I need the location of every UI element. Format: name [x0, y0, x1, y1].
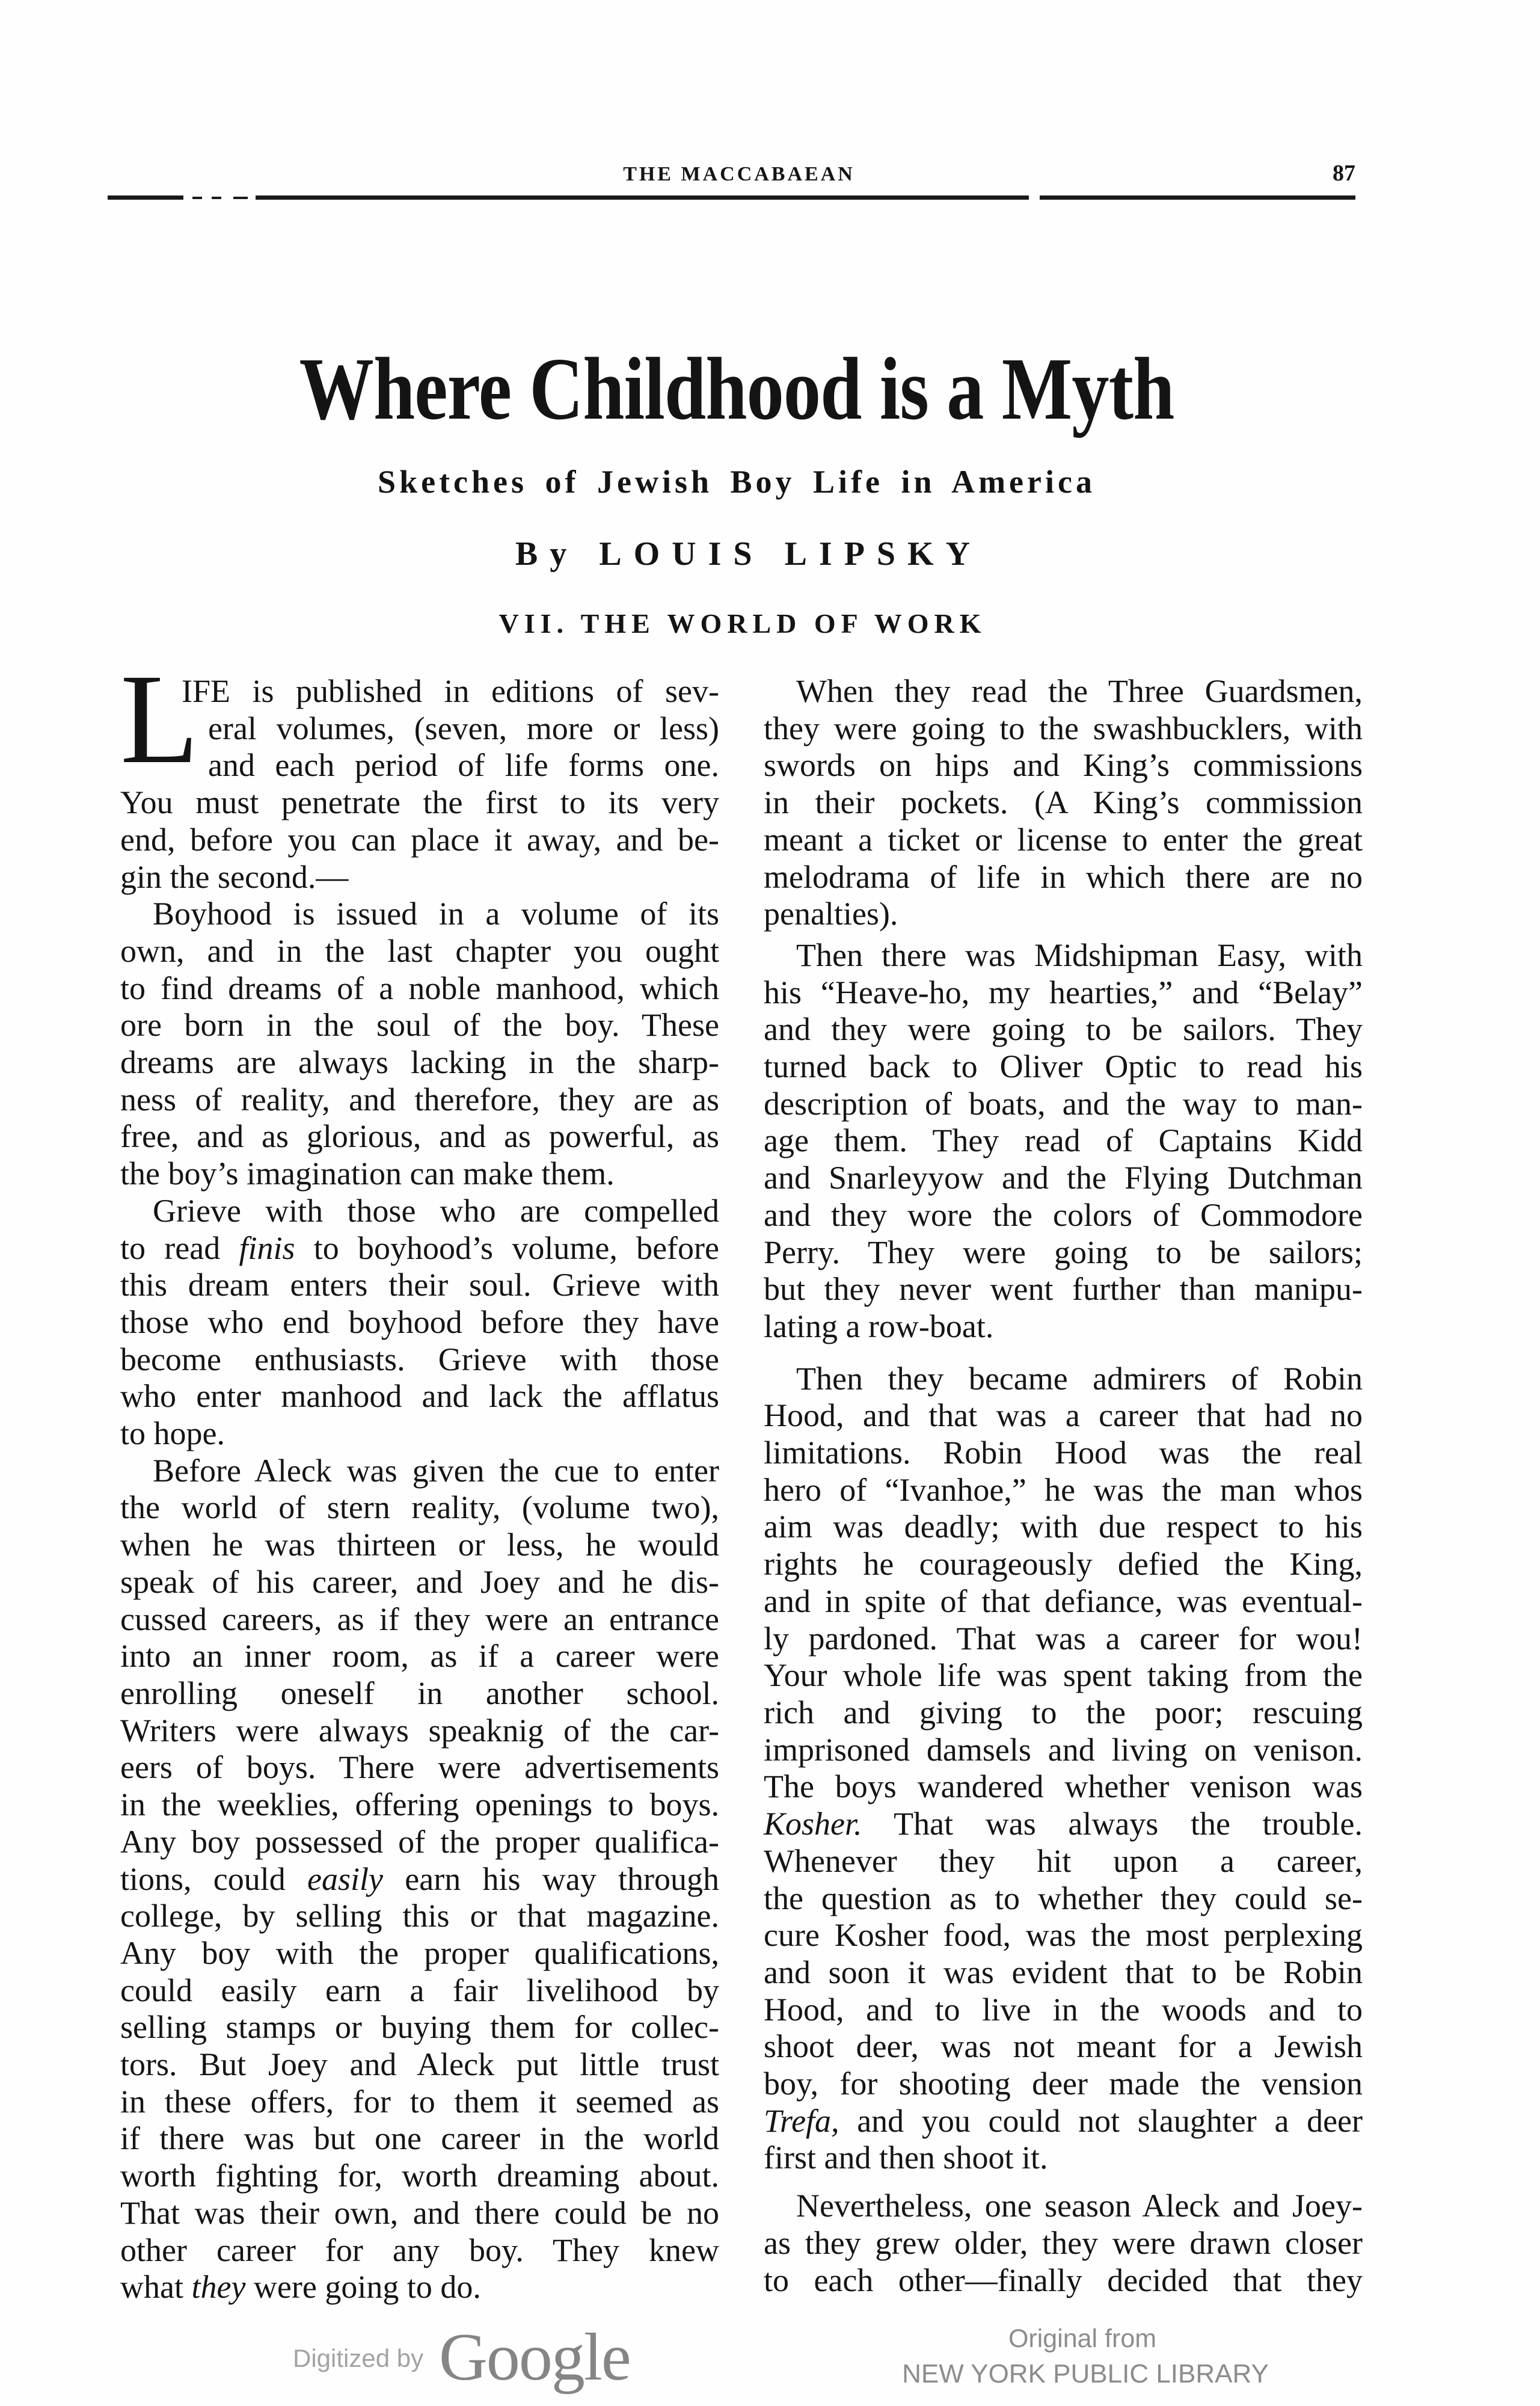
text-line: Any boy possessed of the proper qualifica- — [120, 1823, 719, 1860]
text-line: Perry. They were going to be sailors; — [764, 1234, 1363, 1270]
column-left — [120, 648, 719, 2306]
text-line: Grieve with those who are compelled — [153, 1192, 719, 1229]
text-line: and Snarleyyow and the Flying Dutchman — [764, 1160, 1363, 1196]
original-from-label: Original from — [1008, 2324, 1157, 2353]
text-line: but they never went further than manipu- — [764, 1271, 1363, 1308]
header-rule-dash — [212, 197, 221, 199]
paragraph — [120, 1193, 719, 1453]
drop-cap: L — [120, 648, 199, 790]
text-line: rights he courageously defied the King, — [764, 1546, 1363, 1583]
paragraph — [120, 648, 719, 896]
text-line: Then there was Midshipman Easy, with — [796, 937, 1363, 973]
text-line — [120, 1230, 719, 1267]
header-rule-segment — [1040, 195, 1355, 200]
text-line: meant a ticket or license to enter the great — [764, 821, 1363, 858]
digitized-by-label: Digitized by — [293, 2344, 424, 2372]
text-line: Hood, and that was a career that had no — [764, 1397, 1363, 1434]
paragraph — [764, 673, 1363, 933]
section-heading: VII. THE WORLD OF WORK — [499, 608, 987, 639]
text-line: ore born in the soul of the boy. These — [120, 1007, 719, 1044]
text-line: hero of “Ivanhoe,” he was the man whos — [764, 1471, 1363, 1508]
column-right — [764, 673, 1363, 2299]
text-line: who enter manhood and lack the afflatus — [120, 1378, 719, 1415]
text-line: into an inner room, as if a career were — [120, 1638, 719, 1675]
text-line: eral volumes, (seven, more or less) — [208, 710, 719, 746]
text-line: melodrama of life in which there are no — [764, 858, 1363, 895]
text-line: rich and giving to the poor; rescuing — [764, 1694, 1363, 1731]
text-segment: That was always the trouble. — [862, 1806, 1363, 1842]
text-line: lating a row-boat. — [764, 1308, 994, 1344]
text-line: IFE is published in editions of sev- — [182, 673, 719, 709]
text-line: end, before you can place it away, and be- — [120, 821, 719, 858]
text-line: to find dreams of a noble manhood, which — [120, 970, 719, 1006]
text-line: could easily earn a fair livelihood by — [120, 1972, 719, 2008]
text-line: become enthusiasts. Grieve with those — [120, 1341, 719, 1377]
text-line: this dream enters their soul. Grieve with — [120, 1267, 719, 1303]
text-line: You must penetrate the first to its very — [120, 784, 719, 821]
text-segment: earn his way through — [383, 1860, 719, 1897]
text-line: limitations. Robin Hood was the real — [764, 1435, 1363, 1471]
text-line: Your whole life was spent taking from the — [764, 1657, 1363, 1694]
text-line: speak of his career, and Joey and he dis- — [120, 1563, 719, 1600]
text-line: boy, for shooting deer made the vension — [764, 2066, 1363, 2102]
text-line: The boys wandered whether venison was — [764, 1768, 1363, 1805]
text-line: Nevertheless, one season Aleck and Joey- — [796, 2188, 1363, 2224]
text-line: free, and as glorious, and as powerful, as — [120, 1118, 719, 1155]
paragraph — [764, 1361, 1363, 2177]
italic-text: Kosher. — [764, 1806, 862, 1842]
text-line: and each period of life forms one. — [208, 747, 719, 784]
text-line: to hope. — [120, 1415, 225, 1452]
text-line: and they wore the colors of Commodore — [764, 1196, 1363, 1233]
text-line: Then they became admirers of Robin — [796, 1360, 1363, 1397]
text-line: ly pardoned. That was a career for wou! — [764, 1620, 1363, 1657]
text-segment: to read — [120, 1229, 239, 1266]
text-line: Boyhood is issued in a volume of its — [153, 896, 719, 932]
text-line: in their pockets. (A King’s commission — [764, 784, 1363, 821]
italic-text: easily — [307, 1860, 384, 1897]
text-line: ness of reality, and therefore, they are as — [120, 1081, 719, 1118]
google-logo: Google — [439, 2320, 630, 2395]
header-rule-segment — [256, 195, 1029, 200]
text-line: tors. But Joey and Aleck put little trust — [120, 2046, 719, 2083]
paragraph — [764, 937, 1363, 1346]
text-line: enrolling oneself in another school. — [120, 1675, 719, 1711]
text-line: turned back to Oliver Optic to read his — [764, 1048, 1363, 1085]
text-line: if there was but one career in the world — [120, 2120, 719, 2157]
text-line: and in spite of that defiance, was eventual- — [764, 1583, 1363, 1619]
text-line: they were going to the swashbucklers, with — [764, 710, 1363, 746]
text-line: and soon it was evident that to be Robin — [764, 1954, 1363, 1990]
text-line: in the weeklies, offering openings to boys. — [120, 1786, 719, 1823]
text-line: aim was deadly; with due respect to his — [764, 1509, 1363, 1545]
text-line: when he was thirteen or less, he would — [120, 1527, 719, 1563]
text-line: college, by selling this or that magazine. — [120, 1898, 719, 1934]
text-line: worth fighting for, worth dreaming about. — [120, 2158, 719, 2194]
text-segment: and you could not slaughter a deer — [839, 2102, 1363, 2139]
text-line: selling stamps or buying them for collec- — [120, 2009, 719, 2046]
text-line: cussed careers, as if they were an entrance — [120, 1601, 719, 1637]
text-line: in these offers, for to them it seemed as — [120, 2083, 719, 2120]
text-line: the world of stern reality, (volume two), — [120, 1489, 719, 1526]
text-line: dreams are always lacking in the sharp- — [120, 1044, 719, 1081]
text-line: Any boy with the proper qualifications, — [120, 1934, 719, 1971]
text-line: as they grew older, they were drawn closer — [764, 2224, 1363, 2261]
text-line: the question as to whether they could se- — [764, 1880, 1363, 1916]
article-title-block — [0, 341, 1473, 437]
italic-text: they — [191, 2269, 246, 2306]
text-line: cure Kosher food, was the most perplexing — [764, 1917, 1363, 1954]
text-line: the boy’s imagination can make them. — [120, 1155, 615, 1192]
text-line — [120, 1861, 719, 1898]
page-number: 87 — [1333, 161, 1355, 186]
header-rule-segment — [108, 195, 183, 200]
library-name: NEW YORK PUBLIC LIBRARY — [902, 2359, 1269, 2389]
text-line: other career for any boy. They knew — [120, 2232, 719, 2268]
text-line: shoot deer, was not meant for a Jewish — [764, 2028, 1363, 2065]
header-rule-dash — [192, 197, 202, 199]
text-line: eers of boys. There were advertisements — [120, 1749, 719, 1786]
text-line: That was their own, and there could be no — [120, 2194, 719, 2231]
running-head-title: THE MACCABAEAN — [623, 163, 855, 185]
text-line: those who end boyhood before they have — [120, 1303, 719, 1340]
text-segment: what — [120, 2269, 192, 2306]
text-line — [764, 2103, 1363, 2140]
text-line: penalties). — [764, 896, 898, 932]
text-line: age them. They read of Captains Kidd — [764, 1122, 1363, 1159]
text-line: his “Heave-ho, my hearties,” and “Belay” — [764, 974, 1363, 1011]
text-line: to each other—finally decided that they — [764, 2262, 1363, 2298]
text-segment: were going to do. — [245, 2269, 481, 2306]
text-line: imprisoned damsels and living on venison. — [764, 1731, 1363, 1768]
text-line: own, and in the last chapter you ought — [120, 932, 719, 969]
text-segment: tions, could — [120, 1860, 308, 1897]
text-line: When they read the Three Guardsmen, — [796, 673, 1363, 709]
paragraph — [120, 1453, 719, 2306]
text-line: and they were going to be sailors. They — [764, 1011, 1363, 1048]
text-line: first and then shoot it. — [764, 2140, 1048, 2176]
text-line: swords on hips and King’s commissions — [764, 747, 1363, 784]
text-line: Whenever they hit upon a career, — [764, 1842, 1363, 1879]
italic-text: Trefa, — [764, 2102, 839, 2139]
italic-text: finis — [239, 1229, 295, 1266]
article-subtitle: Sketches of Jewish Boy Life in America — [378, 464, 1096, 500]
text-line: Writers were always speaknig of the car- — [120, 1712, 719, 1749]
text-line — [120, 2269, 719, 2306]
text-line: gin the second.— — [120, 858, 349, 895]
paragraph — [120, 896, 719, 1193]
article-title: Where Childhood is a Myth — [299, 340, 1174, 438]
text-segment: to boyhood’s volume, before — [295, 1229, 719, 1266]
paragraph — [764, 2188, 1363, 2299]
byline: By LOUIS LIPSKY — [515, 535, 983, 573]
text-line: Before Aleck was given the cue to enter — [153, 1452, 719, 1489]
text-line: Hood, and to live in the woods and to — [764, 1991, 1363, 2028]
header-rule-dash — [233, 197, 248, 199]
text-line — [764, 1806, 1363, 1843]
text-line: description of boats, and the way to man- — [764, 1085, 1363, 1122]
